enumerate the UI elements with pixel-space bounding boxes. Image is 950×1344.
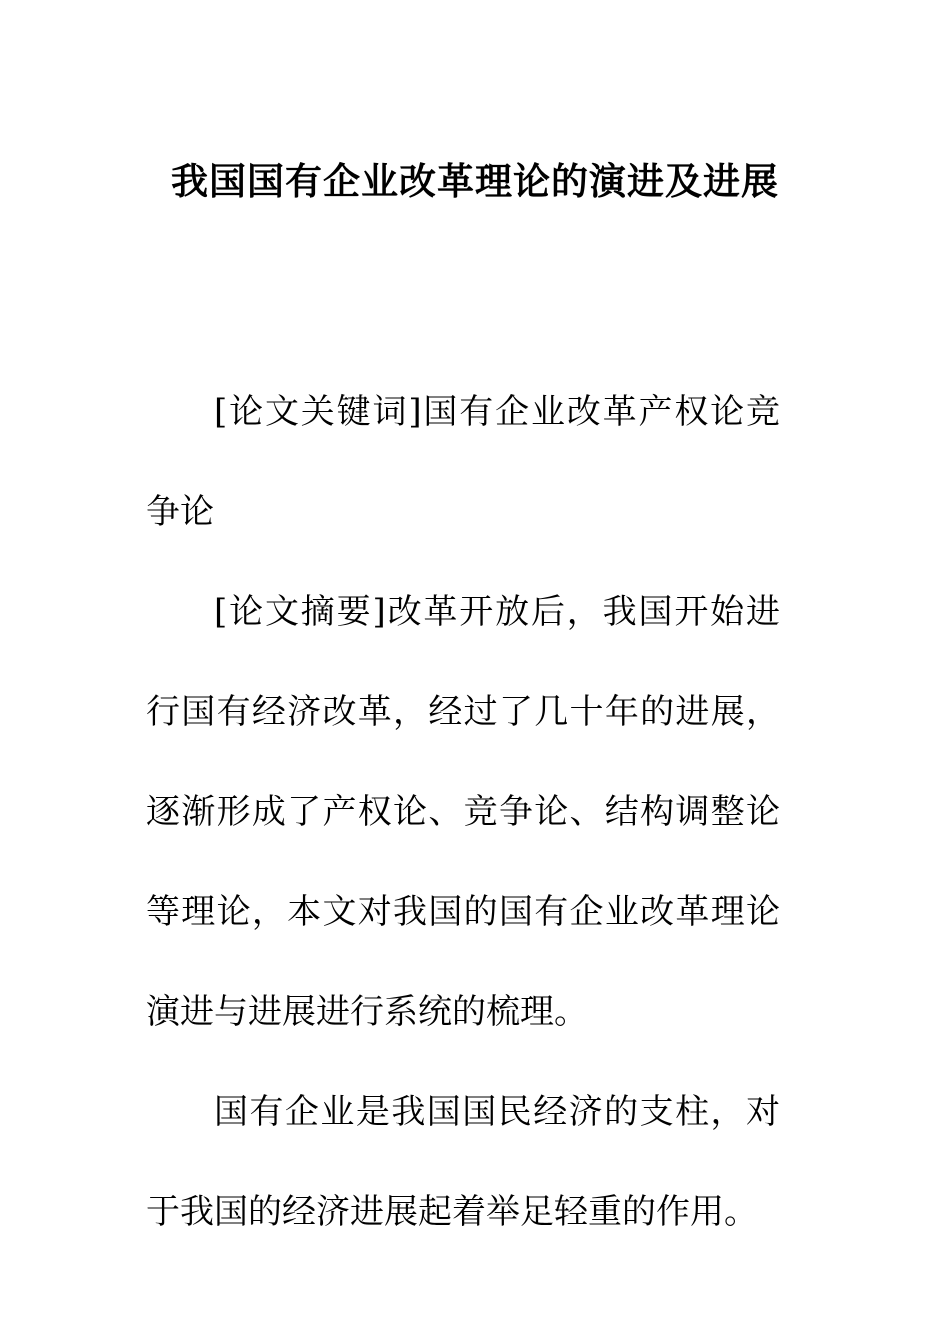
keywords-paragraph: [论文关键词]国有企业改革产权论竞争论	[146, 392, 780, 532]
body-paragraph: 国有企业是我国国民经济的支柱，对于我国的经济进展起着举足轻重的作用。	[146, 1092, 780, 1232]
abstract-paragraph: [论文摘要]改革开放后，我国开始进行国有经济改革，经过了几十年的进展，逐渐形成了产权论、竞争论、结构调整论等理论，本文对我国的国有企业改革理论演进与进展进行系统的梳理。	[146, 592, 780, 1032]
document-body	[146, 362, 780, 1262]
document-title: 我国国有企业改革理论的演进及进展	[171, 158, 779, 203]
